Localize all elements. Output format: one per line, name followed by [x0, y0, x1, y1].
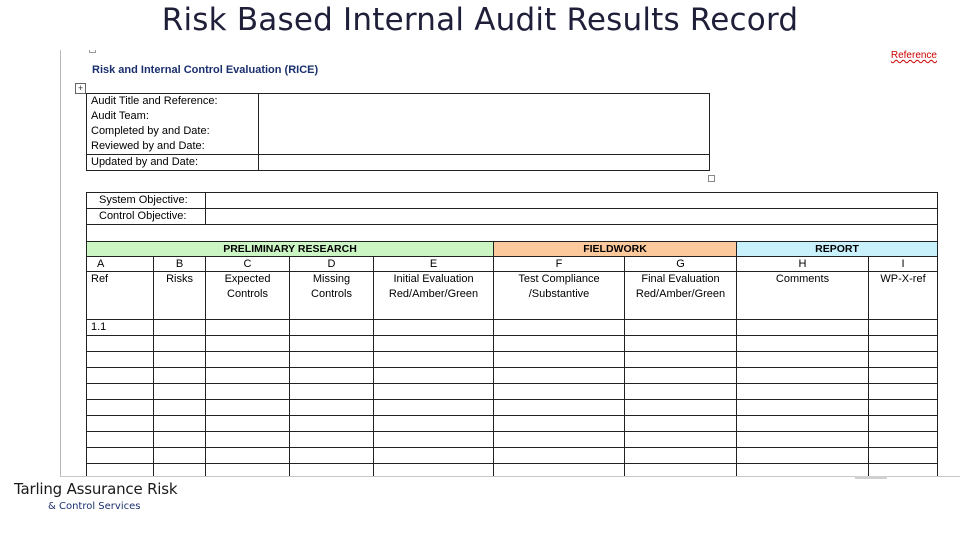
updated-by-row — [87, 155, 710, 171]
table-cell[interactable] — [625, 384, 737, 400]
logo-subtitle: & Control Services — [48, 501, 141, 512]
system-objective-label: System Objective: — [87, 193, 206, 209]
column-name-initial-evaluation: Initial Evaluation Red/Amber/Green — [374, 272, 494, 320]
reviewed-by-row — [87, 139, 710, 155]
table-cell[interactable] — [737, 352, 869, 368]
table-cell[interactable] — [737, 432, 869, 448]
table-cell[interactable] — [625, 432, 737, 448]
report-header: REPORT — [737, 242, 938, 257]
table-cell[interactable] — [869, 384, 938, 400]
reviewed-by-label: Reviewed by and Date: — [87, 139, 259, 155]
table-cell[interactable]: 1.1 — [87, 320, 154, 336]
column-letter-a: A — [87, 257, 154, 272]
column-letter-g: G — [625, 257, 737, 272]
control-objective-field[interactable] — [206, 209, 938, 225]
column-name-missing-controls: Missing Controls — [290, 272, 374, 320]
table-cell[interactable] — [374, 320, 494, 336]
slide-title: Risk Based Internal Audit Results Record — [161, 2, 799, 38]
table-cell[interactable] — [494, 416, 625, 432]
table-resize-handle-icon[interactable] — [708, 175, 715, 182]
table-cell[interactable] — [87, 384, 154, 400]
column-name-row — [87, 272, 938, 320]
table-cell[interactable] — [737, 448, 869, 464]
reference-label: Reference — [890, 50, 937, 61]
table-cell[interactable] — [374, 416, 494, 432]
table-cell[interactable] — [625, 464, 737, 478]
table-cell[interactable] — [625, 448, 737, 464]
table-cell[interactable] — [737, 320, 869, 336]
table-cell[interactable] — [494, 368, 625, 384]
corner-crop-mark — [89, 50, 96, 53]
table-cell[interactable] — [625, 336, 737, 352]
table-cell[interactable] — [206, 416, 290, 432]
column-name-final-evaluation: Final Evaluation Red/Amber/Green — [625, 272, 737, 320]
table-cell[interactable] — [290, 416, 374, 432]
table-cell[interactable] — [290, 384, 374, 400]
table-cell[interactable] — [494, 352, 625, 368]
table-cell[interactable] — [87, 416, 154, 432]
table-cell[interactable] — [206, 368, 290, 384]
table-cell[interactable] — [374, 352, 494, 368]
rice-evaluation-table — [86, 192, 938, 477]
table-cell[interactable] — [374, 368, 494, 384]
table-cell[interactable] — [494, 432, 625, 448]
table-cell[interactable] — [154, 320, 206, 336]
column-name-risks: Risks — [154, 272, 206, 320]
table-cell[interactable] — [206, 448, 290, 464]
table-cell[interactable] — [374, 432, 494, 448]
column-letter-f: F — [494, 257, 625, 272]
table-move-handle-icon[interactable]: + — [75, 83, 86, 94]
table-cell[interactable] — [625, 400, 737, 416]
table-cell[interactable] — [154, 352, 206, 368]
table-cell[interactable] — [869, 400, 938, 416]
table-cell[interactable] — [374, 448, 494, 464]
table-cell[interactable] — [87, 464, 154, 478]
table-cell[interactable] — [154, 336, 206, 352]
document-page — [60, 50, 960, 477]
company-logo — [14, 480, 177, 512]
table-cell[interactable] — [625, 416, 737, 432]
table-cell[interactable] — [374, 384, 494, 400]
column-name-ref: Ref — [87, 272, 154, 320]
table-row — [87, 432, 938, 448]
table-cell[interactable] — [494, 448, 625, 464]
table-cell[interactable] — [154, 400, 206, 416]
table-cell[interactable] — [206, 320, 290, 336]
table-cell[interactable] — [625, 320, 737, 336]
table-cell[interactable] — [206, 432, 290, 448]
completed-by-label: Completed by and Date: — [87, 124, 259, 139]
table-cell[interactable] — [154, 448, 206, 464]
column-name-expected-controls: Expected Controls — [206, 272, 290, 320]
column-letter-b: B — [154, 257, 206, 272]
table-row — [87, 368, 938, 384]
table-cell[interactable] — [625, 368, 737, 384]
column-letter-i: I — [869, 257, 938, 272]
table-cell[interactable] — [290, 400, 374, 416]
table-cell[interactable] — [290, 320, 374, 336]
table-cell[interactable] — [869, 464, 938, 478]
table-cell[interactable] — [154, 432, 206, 448]
system-objective-row — [87, 193, 938, 209]
table-cell[interactable] — [290, 464, 374, 478]
table-cell[interactable] — [87, 352, 154, 368]
table-cell[interactable] — [737, 464, 869, 478]
column-name-wp-x-ref: WP-X-ref — [869, 272, 938, 320]
table-cell[interactable] — [494, 336, 625, 352]
spacer-row — [87, 225, 938, 242]
table-cell[interactable] — [494, 400, 625, 416]
table-row — [87, 336, 938, 352]
table-cell[interactable] — [869, 336, 938, 352]
table-row — [87, 400, 938, 416]
column-letter-c: C — [206, 257, 290, 272]
fieldwork-header: FIELDWORK — [494, 242, 737, 257]
table-cell[interactable] — [206, 400, 290, 416]
table-cell[interactable] — [494, 384, 625, 400]
audit-title-row — [87, 94, 710, 110]
table-cell[interactable] — [87, 432, 154, 448]
column-letter-row — [87, 257, 938, 272]
table-cell[interactable] — [290, 448, 374, 464]
spacer-cell — [87, 225, 938, 242]
reviewed-by-field[interactable] — [259, 139, 710, 155]
table-cell[interactable] — [737, 336, 869, 352]
control-objective-row — [87, 209, 938, 225]
table-cell[interactable] — [869, 368, 938, 384]
table-row — [87, 464, 938, 478]
updated-by-label: Updated by and Date: — [87, 155, 259, 171]
table-row — [87, 416, 938, 432]
table-cell[interactable] — [154, 368, 206, 384]
column-letter-e: E — [374, 257, 494, 272]
rice-title: Risk and Internal Control Evaluation (RICE) — [92, 64, 319, 76]
table-cell[interactable] — [494, 464, 625, 478]
table-cell[interactable] — [737, 400, 869, 416]
logo-name: Tarling Assurance Risk — [14, 480, 178, 498]
table-cell[interactable] — [290, 336, 374, 352]
table-cell[interactable] — [206, 464, 290, 478]
column-letter-h: H — [737, 257, 869, 272]
table-cell[interactable] — [869, 352, 938, 368]
table-cell[interactable] — [494, 320, 625, 336]
table-cell[interactable] — [154, 464, 206, 478]
audit-team-field[interactable] — [259, 109, 710, 124]
table-cell[interactable] — [87, 336, 154, 352]
table-cell[interactable] — [206, 336, 290, 352]
table-cell[interactable] — [869, 320, 938, 336]
table-cell[interactable] — [206, 352, 290, 368]
table-cell[interactable] — [737, 384, 869, 400]
table-cell[interactable] — [869, 432, 938, 448]
table-cell[interactable] — [87, 400, 154, 416]
column-letter-d: D — [290, 257, 374, 272]
completed-by-field[interactable] — [259, 124, 710, 139]
table-cell[interactable] — [290, 368, 374, 384]
table-cell[interactable] — [290, 352, 374, 368]
table-cell[interactable] — [374, 336, 494, 352]
column-name-comments: Comments — [737, 272, 869, 320]
page-scroll-indicator — [855, 476, 887, 479]
system-objective-field[interactable] — [206, 193, 938, 209]
table-cell[interactable] — [869, 448, 938, 464]
table-row — [87, 384, 938, 400]
audit-team-row — [87, 109, 710, 124]
table-cell[interactable] — [625, 352, 737, 368]
preliminary-research-header: PRELIMINARY RESEARCH — [87, 242, 494, 257]
table-cell[interactable] — [737, 416, 869, 432]
table-row — [87, 320, 938, 336]
completed-by-row — [87, 124, 710, 139]
audit-title-label: Audit Title and Reference: — [87, 94, 259, 110]
table-cell[interactable] — [154, 416, 206, 432]
table-cell[interactable] — [87, 448, 154, 464]
table-cell[interactable] — [87, 368, 154, 384]
audit-info-table — [86, 93, 710, 171]
column-name-test: Test Compliance /Substantive — [494, 272, 625, 320]
table-cell[interactable] — [374, 464, 494, 478]
table-cell[interactable] — [206, 384, 290, 400]
table-cell[interactable] — [154, 384, 206, 400]
audit-title-field[interactable] — [259, 94, 710, 110]
table-cell[interactable] — [290, 432, 374, 448]
updated-by-field[interactable] — [259, 155, 710, 171]
table-cell[interactable] — [737, 368, 869, 384]
table-cell[interactable] — [869, 416, 938, 432]
control-objective-label: Control Objective: — [87, 209, 206, 225]
table-cell[interactable] — [374, 400, 494, 416]
table-row — [87, 352, 938, 368]
audit-team-label: Audit Team: — [87, 109, 259, 124]
section-header-row — [87, 242, 938, 257]
table-row — [87, 448, 938, 464]
